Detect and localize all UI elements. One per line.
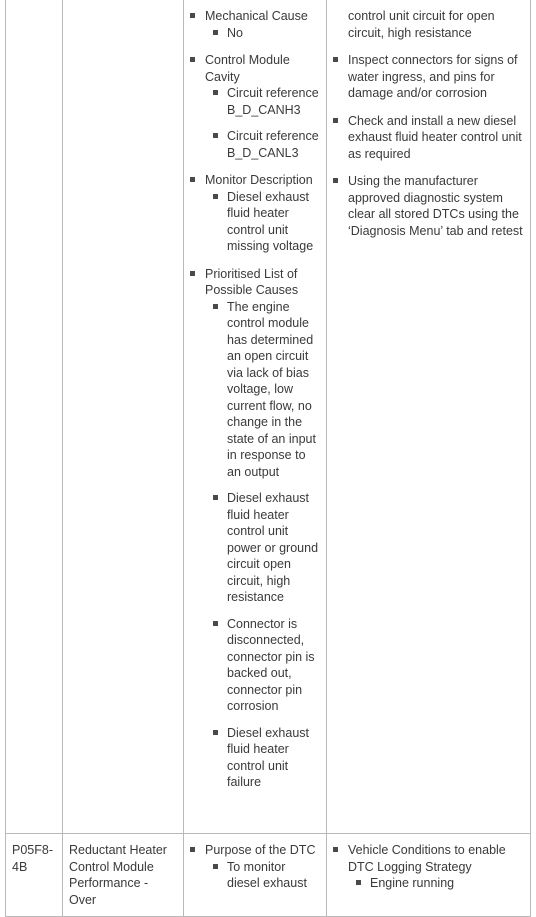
description-cell — [63, 0, 184, 834]
list-item: Inspect connectors for signs of water ingress, and pins for damage and/or corrosion — [333, 52, 524, 102]
list-item-label: Monitor Description — [205, 173, 313, 187]
sub-list-item: Diesel exhaust fluid heater control unit power or ground circuit open circuit, high resistance — [212, 490, 320, 606]
list-item — [190, 52, 320, 161]
continued-text: control unit circuit for open circuit, high resistance — [348, 9, 495, 40]
list-item-label: Mechanical Cause — [205, 9, 308, 23]
list-item — [190, 8, 320, 41]
list-item — [333, 842, 524, 892]
sub-list-item: Circuit reference B_D_CANH3 — [212, 85, 320, 118]
list-item — [190, 172, 320, 255]
sub-list-item: Diesel exhaust fluid heater control unit failure — [212, 725, 320, 791]
table-row — [6, 0, 531, 834]
sub-list-item: To monitor diesel exhaust — [212, 859, 320, 892]
list-item-label: Prioritised List of Possible Causes — [205, 266, 299, 297]
list-item — [190, 266, 320, 791]
conditions-cell — [327, 834, 531, 917]
list-item-label: Purpose of the DTC — [205, 843, 316, 857]
table-row — [6, 834, 531, 917]
list-item — [190, 842, 320, 892]
sub-list-item: Connector is disconnected, connector pin is backed out, connector pin corrosion — [212, 616, 320, 715]
list-item-label: Control Module Cavity — [205, 53, 290, 84]
sub-list-item: Diesel exhaust fluid heater control unit missing voltage — [212, 189, 320, 255]
sub-list-item: Circuit reference B_D_CANL3 — [212, 128, 320, 161]
list-item: Using the manufacturer approved diagnostic system clear all stored DTCs using the ‘Diagnosis Menu’ tab and retest — [333, 173, 524, 239]
purpose-cell — [184, 834, 327, 917]
dtc-table — [5, 0, 531, 917]
list-item-label: Vehicle Conditions to enable DTC Logging Strategy — [348, 843, 506, 874]
dtc-code-cell — [6, 0, 63, 834]
list-item: Check and install a new diesel exhaust fluid heater control unit as required — [333, 113, 524, 163]
possible-causes-cell — [184, 0, 327, 834]
description-cell: Reductant Heater Control Module Performance - Over — [63, 834, 184, 917]
dtc-code-cell: P05F8-4B — [6, 834, 63, 917]
sub-list-item: Engine running — [355, 875, 524, 892]
action-cell — [327, 0, 531, 834]
sub-list-item: The engine control module has determined an open circuit via lack of bias voltage, low current flow, no change in the state of an input in response to an output — [212, 299, 320, 481]
sub-list-item: No — [212, 25, 320, 42]
